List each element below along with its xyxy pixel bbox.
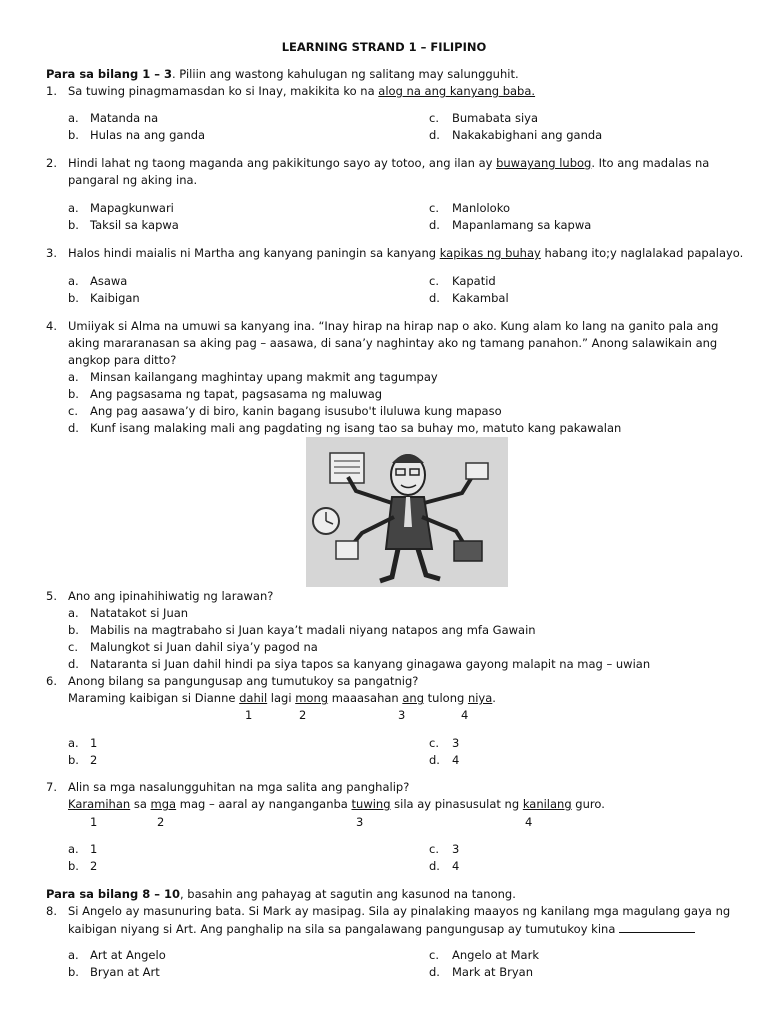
option-label: d.	[429, 753, 440, 767]
option-label: c.	[429, 736, 439, 750]
option-label: d.	[429, 128, 440, 142]
option-text: Natatakot si Juan	[90, 606, 189, 620]
option-text: Angelo at Mark	[452, 948, 539, 962]
option-label: d.	[429, 965, 440, 979]
option-text: 2	[90, 859, 98, 873]
question-number: 5.	[46, 589, 57, 603]
option-text: Art at Angelo	[90, 948, 166, 962]
instruction-bold: Para sa bilang 1 – 3	[46, 67, 172, 81]
question-2-text-line2: pangaral ng aking ina.	[68, 173, 198, 187]
word-number-label: 3	[356, 815, 364, 829]
question-7-sentence	[68, 797, 605, 812]
illustration-drawing	[306, 437, 508, 587]
option-text: Mabilis na magtrabaho si Juan kaya’t madali niyang natapos ang mfa Gawain	[90, 623, 536, 637]
option-text: Asawa	[90, 274, 128, 288]
option-label: a.	[68, 948, 79, 962]
sentence-part: .	[492, 691, 496, 705]
option-text: Hulas na ang ganda	[90, 128, 206, 142]
option-label: b.	[68, 859, 79, 873]
sentence-part: Maraming kaibigan si Dianne	[68, 691, 240, 705]
option-label: b.	[68, 623, 79, 637]
option-label: d.	[429, 218, 440, 232]
word-number-label: 1	[245, 708, 253, 722]
option-text: 3	[452, 736, 460, 750]
option-text: Kaibigan	[90, 291, 140, 305]
option-label: a.	[68, 736, 79, 750]
sentence-part: guro.	[571, 797, 605, 811]
word-number-label: 2	[157, 815, 165, 829]
option-label: c.	[429, 201, 439, 215]
option-label: c.	[429, 274, 439, 288]
option-text: Mapanlamang sa kapwa	[452, 218, 592, 232]
option-label: b.	[68, 753, 79, 767]
section-instruction-1	[46, 67, 519, 82]
question-7-text: Alin sa mga nasalungguhitan na mga salita ang panghalip?	[68, 780, 410, 794]
question-number: 8.	[46, 904, 57, 918]
sentence-part: lagi	[267, 691, 296, 705]
question-6-text: Anong bilang sa pangungusap ang tumutukoy sa pangatnig?	[68, 674, 419, 688]
option-label: c.	[429, 842, 439, 856]
question-text-part: Sa tuwing pinagmamasdan ko si Inay, makikita ko na	[68, 84, 379, 98]
option-text: Malungkot si Juan dahil siya’y pagod na	[90, 640, 318, 654]
option-text: Minsan kailangang maghintay upang makmit ang tagumpay	[90, 370, 438, 384]
question-number: 1.	[46, 84, 57, 98]
option-label: b.	[68, 387, 79, 401]
question-2-text	[68, 156, 709, 171]
question-5-text: Ano ang ipinahihiwatig ng larawan?	[68, 589, 274, 603]
question-text-part: . Ito ang madalas na	[591, 156, 710, 170]
underlined-word: mga	[150, 797, 177, 811]
option-label: b.	[68, 128, 79, 142]
option-label: b.	[68, 218, 79, 232]
option-text: 2	[90, 753, 98, 767]
option-text: Matanda na	[90, 111, 159, 125]
option-text: Kakambal	[452, 291, 509, 305]
instruction-bold: Para sa bilang 8 – 10	[46, 887, 180, 901]
word-number-label: 3	[398, 708, 406, 722]
option-text: 4	[452, 753, 460, 767]
option-label: d.	[68, 657, 79, 671]
section-instruction-2	[46, 887, 516, 902]
option-text: Ang pagsasama ng tapat, pagsasama ng maluwag	[90, 387, 383, 401]
question-text-part: Halos hindi maialis ni Martha ang kanyang paningin sa kanyang	[68, 246, 440, 260]
option-text: Bumabata siya	[452, 111, 539, 125]
option-text: 4	[452, 859, 460, 873]
option-label: d.	[68, 421, 79, 435]
option-text: Manloloko	[452, 201, 511, 215]
question-8-text-line2	[68, 921, 695, 937]
option-text: 3	[452, 842, 460, 856]
option-text: Nataranta si Juan dahil hindi pa siya tapos sa kanyang ginagawa gayong malapit na mag – uwian	[90, 657, 651, 671]
underlined-word: ang	[402, 691, 425, 705]
option-label: a.	[68, 274, 79, 288]
option-label: c.	[68, 404, 78, 418]
option-label: c.	[68, 640, 78, 654]
question-number: 6.	[46, 674, 57, 688]
question-4-text-line3: angkop para ditto?	[68, 353, 177, 367]
underlined-word: kanilang	[522, 797, 572, 811]
option-label: a.	[68, 201, 79, 215]
question-number: 3.	[46, 246, 57, 260]
option-label: c.	[429, 111, 439, 125]
option-label: c.	[429, 948, 439, 962]
option-label: a.	[68, 606, 79, 620]
option-label: d.	[429, 859, 440, 873]
option-text: Kapatid	[452, 274, 496, 288]
question-number: 2.	[46, 156, 57, 170]
word-number-label: 4	[525, 815, 533, 829]
sentence-part: tulong	[424, 691, 468, 705]
page-title: LEARNING STRAND 1 – FILIPINO	[281, 40, 487, 54]
underlined-phrase: alog na ang kanyang baba.	[378, 84, 536, 98]
question-text-part: Hindi lahat ng taong maganda ang pakikitungo sayo ay totoo, ang ilan ay	[68, 156, 497, 170]
option-text: Ang pag aasawa’y di biro, kanin bagang isusubo't iluluwa kung mapaso	[90, 404, 502, 418]
word-number-label: 1	[90, 815, 98, 829]
option-label: b.	[68, 965, 79, 979]
stressed-worker-illustration	[306, 437, 508, 587]
option-text: Kunf isang malaking mali ang pagdating ng isang tao sa buhay mo, matuto kang pakawalan	[90, 421, 622, 435]
question-number: 4.	[46, 319, 57, 333]
question-1-text	[68, 84, 535, 99]
sentence-part: maaasahan	[328, 691, 403, 705]
question-4-text-line1: Umiiyak si Alma na umuwi sa kanyang ina. “Inay hirap na hirap nap o ako. Kung alam ko lang na ganito pala ang	[68, 319, 719, 333]
option-text: Nakakabighani ang ganda	[452, 128, 603, 142]
option-label: a.	[68, 111, 79, 125]
option-text: Bryan at Art	[90, 965, 160, 979]
sentence-part: mag – aaral ay nanganganba	[176, 797, 352, 811]
question-text-part: kaibigan niyang si Art. Ang panghalip na sila sa pangalawang pangungusap ay tumutukoy kina	[68, 922, 620, 936]
option-text: Mapagkunwari	[90, 201, 174, 215]
option-text: Taksil sa kapwa	[90, 218, 179, 232]
option-label: d.	[429, 291, 440, 305]
question-6-sentence	[68, 691, 496, 706]
instruction-text: . Piliin ang wastong kahulugan ng salitang may salungguhit.	[171, 67, 519, 81]
underlined-word: tuwing	[351, 797, 391, 811]
option-label: a.	[68, 370, 79, 384]
sentence-part: sila ay pinasusulat ng	[390, 797, 523, 811]
sentence-part: sa	[130, 797, 151, 811]
underlined-word: Karamihan	[68, 797, 131, 811]
question-3-text	[68, 246, 743, 261]
question-4-text-line2: aking mararanasan sa aking pag – aasawa, di sana’y naghintay ako ng tamang panahon.” Anong salawikain ang	[68, 336, 718, 350]
question-text-part: habang ito;y naglalakad papalayo.	[540, 246, 744, 260]
answer-blank	[619, 921, 695, 933]
option-label: b.	[68, 291, 79, 305]
underlined-phrase: kapikas ng buhay	[439, 246, 541, 260]
underlined-word: mong	[295, 691, 329, 705]
option-label: a.	[68, 842, 79, 856]
word-number-label: 2	[299, 708, 307, 722]
instruction-text: , basahin ang pahayag at sagutin ang kasunod na tanong.	[180, 887, 516, 901]
question-8-text-line1: Si Angelo ay masunuring bata. Si Mark ay masipag. Sila ay pinalaking maayos ng kanilang mga magulang gaya ng	[68, 904, 731, 918]
underlined-phrase: buwayang lubog	[496, 156, 592, 170]
question-number: 7.	[46, 780, 57, 794]
word-number-label: 4	[461, 708, 469, 722]
option-text: 1	[90, 736, 98, 750]
option-text: 1	[90, 842, 98, 856]
underlined-word: niya	[467, 691, 493, 705]
underlined-word: dahil	[239, 691, 268, 705]
option-text: Mark at Bryan	[452, 965, 533, 979]
